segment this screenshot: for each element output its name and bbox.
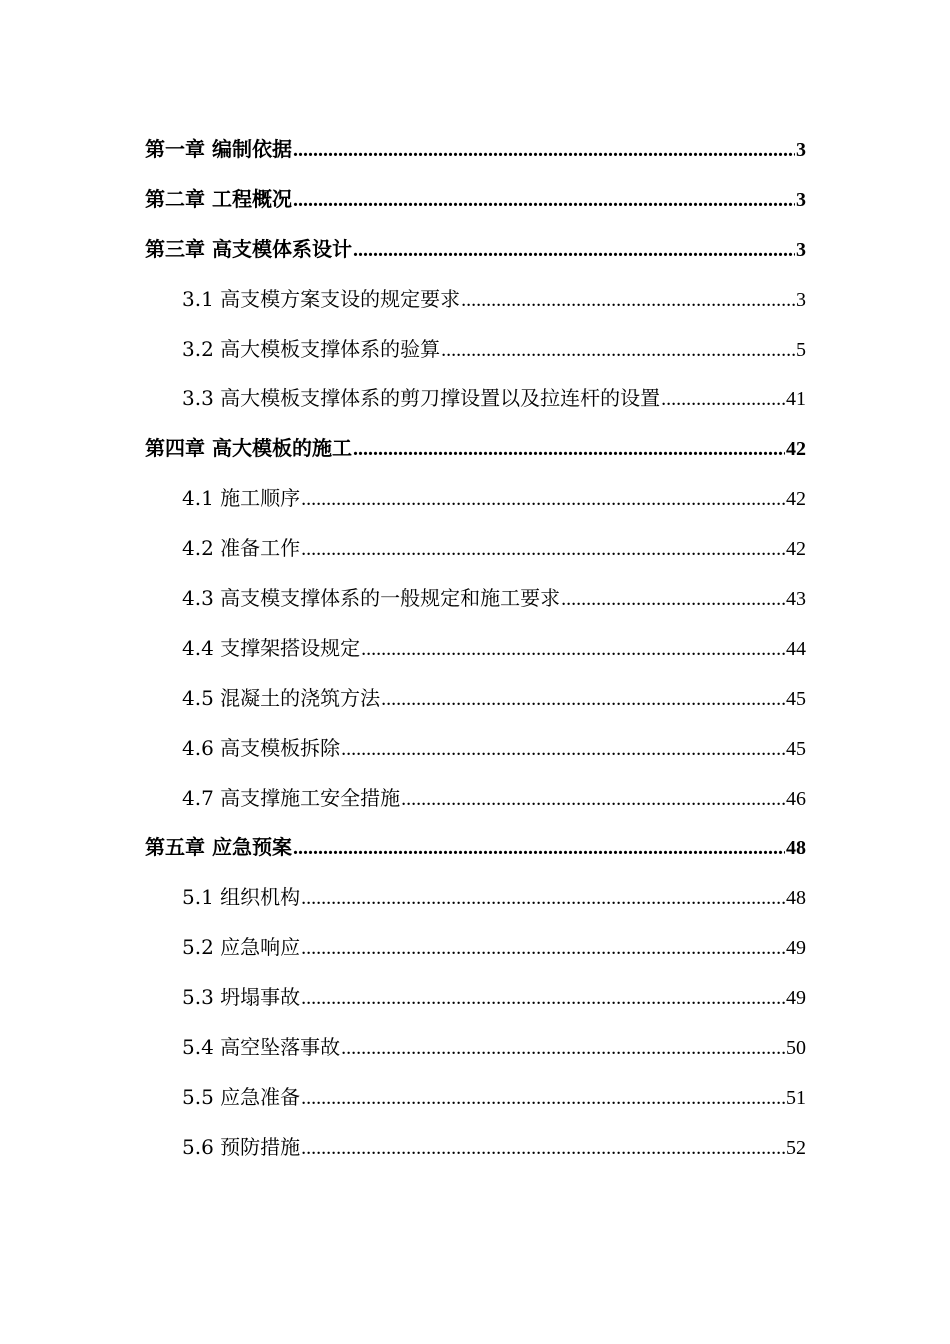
toc-entry-section-4-3[interactable] (145, 574, 806, 624)
toc-entry-title: 4.5 混凝土的浇筑方法 (182, 685, 381, 710)
toc-page-number: 42 (786, 538, 806, 561)
toc-page-number: 48 (786, 837, 806, 860)
toc-entry-title: 第三章 高支模体系设计 (145, 236, 352, 261)
toc-page-number: 5 (796, 338, 806, 361)
toc-page-number: 3 (796, 238, 806, 261)
toc-entry-title: 第一章 编制依据 (145, 137, 292, 161)
toc-entry-title: 3.2 高大模板支撑体系的验算 (182, 336, 441, 361)
toc-entry-section-4-1[interactable] (145, 474, 806, 524)
toc-dot-leader (401, 775, 785, 825)
toc-dot-leader (301, 525, 785, 575)
toc-dot-leader (301, 475, 785, 525)
toc-page-number: 45 (786, 737, 806, 760)
toc-dot-leader (301, 924, 785, 974)
toc-entry-section-4-7[interactable] (145, 774, 806, 824)
toc-entry-section-3-1[interactable] (145, 275, 806, 325)
toc-entry-title: 第四章 高大模板的施工 (145, 436, 352, 461)
toc-entry-chapter-4[interactable] (145, 424, 806, 474)
toc-page-number: 50 (786, 1037, 806, 1060)
toc-entry-section-5-2[interactable] (145, 923, 806, 973)
toc-entry-chapter-5[interactable] (145, 823, 806, 873)
toc-page-number: 3 (796, 188, 806, 211)
toc-entry-section-3-2[interactable] (145, 325, 806, 375)
toc-dot-leader (361, 625, 785, 675)
toc-dot-leader (661, 375, 785, 425)
toc-page-number: 45 (786, 687, 806, 710)
toc-page-number: 48 (786, 887, 806, 910)
toc-entry-section-4-4[interactable] (145, 624, 806, 674)
toc-page-number: 43 (786, 588, 806, 611)
toc-entry-section-4-2[interactable] (145, 524, 806, 574)
toc-page-number: 49 (786, 987, 806, 1010)
toc-entry-section-5-5[interactable] (145, 1073, 806, 1123)
toc-entry-section-5-4[interactable] (145, 1023, 806, 1073)
toc-dot-leader (301, 974, 785, 1024)
toc-page-number: 49 (786, 937, 806, 960)
toc-entry-chapter-2[interactable] (145, 175, 806, 225)
toc-page-number: 3 (796, 139, 806, 161)
toc-page-number: 46 (786, 787, 806, 810)
toc-entry-title: 4.7 高支撑施工安全措施 (182, 785, 401, 810)
toc-page-number: 3 (796, 288, 806, 311)
toc-entry-title: 5.5 应急准备 (182, 1084, 301, 1109)
toc-entry-title: 5.3 坍塌事故 (182, 985, 301, 1010)
toc-dot-leader (353, 425, 785, 475)
toc-page-number: 52 (786, 1136, 806, 1159)
toc-entry-title: 第五章 应急预案 (145, 835, 292, 860)
toc-dot-leader (301, 874, 785, 924)
toc-dot-leader (341, 1024, 785, 1074)
toc-dot-leader (293, 176, 795, 226)
toc-page-number: 51 (786, 1086, 806, 1109)
toc-entry-chapter-3[interactable] (145, 225, 806, 275)
toc-dot-leader (293, 126, 795, 176)
toc-entry-title: 4.4 支撑架搭设规定 (182, 635, 361, 660)
toc-entry-title: 4.3 高支模支撑体系的一般规定和施工要求 (182, 586, 561, 611)
toc-dot-leader (381, 675, 785, 725)
toc-entry-section-5-1[interactable] (145, 873, 806, 923)
toc-page-number: 44 (786, 637, 806, 660)
toc-entry-title: 5.1 组织机构 (182, 885, 301, 910)
toc-entry-title: 5.6 预防措施 (182, 1134, 301, 1159)
toc-page-number: 42 (786, 488, 806, 511)
toc-entry-section-5-3[interactable] (145, 973, 806, 1023)
toc-entry-title: 5.2 应急响应 (182, 935, 301, 960)
toc-entry-title: 第二章 工程概况 (145, 186, 292, 211)
toc-entry-title: 3.3 高大模板支撑体系的剪刀撑设置以及拉连杆的设置 (182, 386, 661, 411)
toc-page-number: 41 (786, 388, 806, 411)
table-of-contents (145, 125, 806, 1173)
toc-entry-title: 3.1 高支模方案支设的规定要求 (182, 286, 461, 311)
toc-dot-leader (441, 326, 795, 376)
toc-dot-leader (293, 824, 785, 874)
toc-dot-leader (461, 276, 795, 326)
toc-entry-chapter-1[interactable] (145, 125, 806, 175)
toc-entry-title: 4.2 准备工作 (182, 536, 301, 561)
toc-dot-leader (301, 1074, 785, 1124)
toc-dot-leader (301, 1124, 785, 1174)
toc-entry-title: 5.4 高空坠落事故 (182, 1035, 341, 1060)
toc-dot-leader (341, 725, 785, 775)
toc-entry-title: 4.1 施工顺序 (182, 486, 301, 511)
toc-page-number: 42 (786, 438, 806, 461)
toc-dot-leader (561, 575, 785, 625)
toc-entry-section-5-6[interactable] (145, 1123, 806, 1173)
toc-entry-section-4-5[interactable] (145, 674, 806, 724)
toc-entry-section-4-6[interactable] (145, 724, 806, 774)
toc-entry-title: 4.6 高支模板拆除 (182, 735, 341, 760)
toc-entry-section-3-3[interactable] (145, 374, 806, 424)
toc-dot-leader (353, 226, 795, 276)
